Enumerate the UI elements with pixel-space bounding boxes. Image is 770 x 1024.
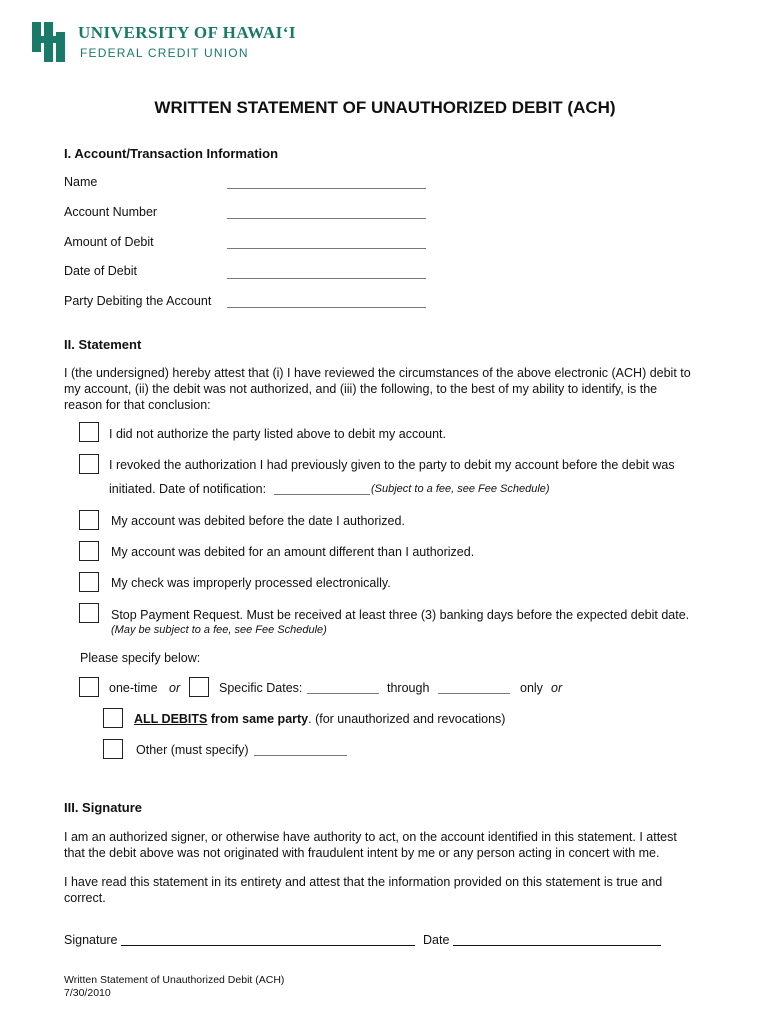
signature-read-statement: I have read this statement in its entirety and attest that the information provided on this statement is true and correct. (64, 875, 663, 905)
checkbox-check-improper[interactable] (79, 572, 99, 592)
specific-date-to-field[interactable] (438, 693, 510, 694)
checkbox-other[interactable] (103, 739, 123, 759)
date-label: Date (423, 933, 450, 947)
org-name: UNIVERSITY OF HAWAI‘I (78, 23, 296, 42)
checkbox-revoked[interactable] (79, 454, 99, 474)
date-of-notification-field[interactable] (274, 494, 370, 495)
statement-intro: I (the undersigned) hereby attest that (i) I have reviewed the circumstances of the above electronic (ACH) debit to my account, (ii) the debit was not authorized, and (iii) the following, to the best of my ability to identify, is the reason for that conclusion: (64, 366, 691, 412)
signature-label: Signature (64, 933, 118, 947)
checkbox-different-amount[interactable] (79, 541, 99, 561)
one-time-label: one-time (109, 681, 158, 695)
section2-heading: II. Statement (64, 337, 142, 352)
checkbox-stop-payment[interactable] (79, 603, 99, 623)
form-title: WRITTEN STATEMENT OF UNAUTHORIZED DEBIT (ACH) (154, 98, 616, 117)
name-field[interactable] (227, 188, 426, 189)
option-stop-payment-label: Stop Payment Request. Must be received at least three (3) banking days before the expected debit date. (111, 608, 690, 622)
field-label-account-number: Account Number (64, 205, 158, 219)
section3-heading: III. Signature (64, 800, 143, 815)
through-label: through (387, 681, 430, 695)
field-label-date: Date of Debit (64, 264, 137, 278)
option-debited-before-label: My account was debited before the date I authorized. (111, 514, 405, 528)
account-number-field[interactable] (227, 218, 426, 219)
org-subname: FEDERAL CREDIT UNION (80, 46, 249, 60)
only-label: only (520, 681, 543, 695)
party-debiting-field[interactable] (227, 307, 426, 308)
please-specify-label: Please specify below: (80, 651, 201, 665)
or-label-2: or (551, 681, 563, 695)
all-debits-emphasis: ALL DEBITS (134, 712, 208, 726)
all-debits-label (134, 712, 505, 726)
option-revoked-label-2: initiated. Date of notification: (109, 482, 267, 496)
option-check-improper-label: My check was improperly processed electronically. (111, 576, 391, 590)
signature-attestation: I am an authorized signer, or otherwise have authority to act, on the account identified in this statement. I attest that the debit above was not originated with fraudulent intent by me or any person acting in concert with me. (64, 830, 677, 860)
stop-payment-fee-note: (May be subject to a fee, see Fee Schedule) (111, 624, 327, 636)
amount-field[interactable] (227, 248, 426, 249)
signature-field[interactable] (121, 945, 415, 946)
checkbox-not-authorized[interactable] (79, 422, 99, 442)
section1-heading: I. Account/Transaction Information (64, 146, 279, 161)
checkbox-one-time[interactable] (79, 677, 99, 697)
other-specify-field[interactable] (254, 755, 347, 756)
field-label-amount: Amount of Debit (64, 235, 154, 249)
option-revoked-label: I revoked the authorization I had previously given to the party to debit my account before the debit was (109, 458, 675, 472)
specific-dates-label: Specific Dates: (219, 681, 303, 695)
footer (64, 974, 284, 1000)
field-label-name: Name (64, 175, 98, 189)
signature-date-field[interactable] (453, 945, 661, 946)
specific-date-from-field[interactable] (307, 693, 379, 694)
revoked-fee-note: (Subject to a fee, see Fee Schedule) (371, 483, 550, 495)
checkbox-all-debits[interactable] (103, 708, 123, 728)
field-label-party: Party Debiting the Account (64, 294, 212, 308)
date-of-debit-field[interactable] (227, 278, 426, 279)
all-debits-party: from same party (207, 712, 309, 726)
uh-logo-icon (30, 20, 74, 64)
option-different-amount-label: My account was debited for an amount different than I authorized. (111, 545, 475, 559)
other-label: Other (must specify) (136, 743, 249, 757)
option-not-authorized-label: I did not authorize the party listed above to debit my account. (109, 427, 447, 441)
checkbox-debited-before-date[interactable] (79, 510, 99, 530)
checkbox-specific-dates[interactable] (189, 677, 209, 697)
footer-revision-date: 7/30/2010 (64, 987, 111, 999)
footer-form-name: Written Statement of Unauthorized Debit (ACH) (64, 974, 285, 986)
all-debits-note: . (for unauthorized and revocations) (308, 712, 506, 726)
or-label: or (169, 681, 181, 695)
